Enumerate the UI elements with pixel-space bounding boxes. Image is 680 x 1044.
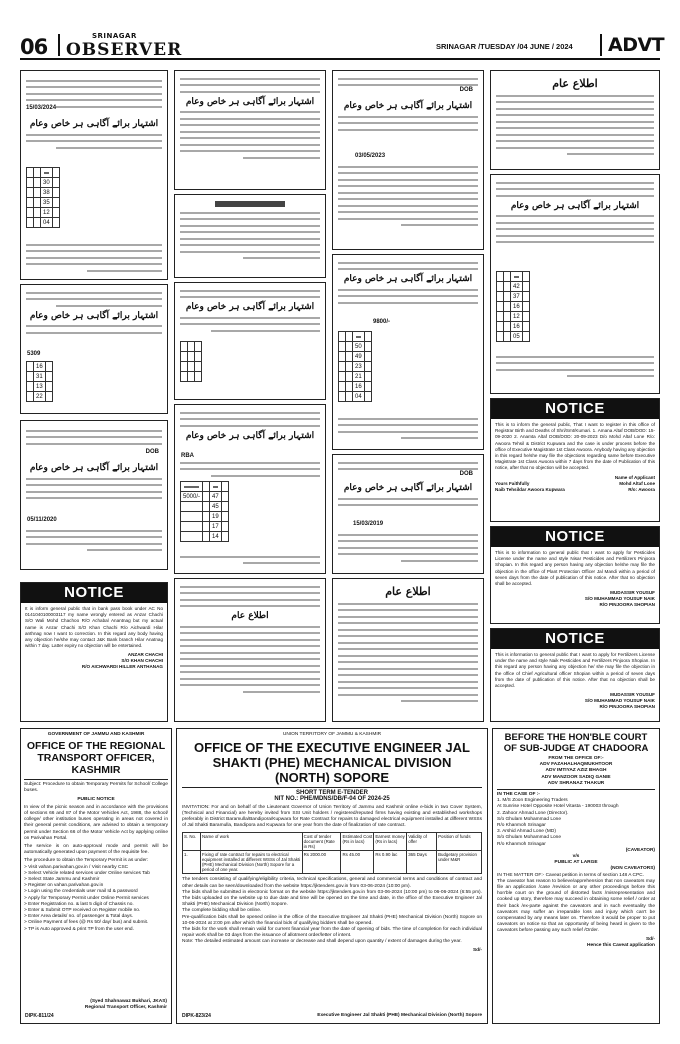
notice-body: It is inform general public that in bank pass book under AC No 0141040100003117 my name wrongly entered as Anzar Chachi S/O Wali Mohd Chachoo R/O Achabal Anantnag but my actual name is Anzar Chachi S/O Khan Chachi R/o Aichwardi Hilar anthnag now I want to correction. In this regard any body having any objection he/she may contact J&K Bank branch Hilar Anatnag within 7 day. Latter expiry no objection will be entertained.	[25, 606, 163, 649]
table-cell: Fixing of rate contract for repairs to electrical equipment installed at different WSSs of Jal Shakti (PHE) Mechanical Division (North) Sopore for a period of one year.	[201, 852, 301, 873]
urdu-table: 50 49 23 21 16 04	[338, 331, 372, 402]
urdu-table	[180, 341, 202, 382]
ad-title: اشتہار برائے آگاہی ہر خاص وعام	[343, 483, 473, 493]
list-item: S/o Ghulam Mohammad Lone	[497, 816, 561, 822]
urdu-ad-col2-top	[174, 70, 326, 190]
list-item: > Select State Jammu and Kashmir	[24, 877, 100, 883]
public-notice-title: PUBLIC NOTICE	[77, 796, 115, 802]
ad-title: اشتہار برائے آگاہی ہر خاص وعام	[510, 200, 640, 211]
age-cell: 37	[511, 292, 523, 302]
procedure-intro: The procedure to obtain the Temporary Permit is as under:	[24, 858, 149, 864]
amount-label: 5309	[27, 351, 41, 357]
age-cell: 42	[511, 282, 523, 292]
notice-body: This is to inform the general public, That I want to register in this office of Registrar Birth and Deaths of Shri/Smt/Kumari. 1. Amana Altaf DOB/DOD: 15-09-2020 2. Anamta Altaf DOB/DOD: 20-09-2023 D/o Mohd Altaf Lone R/o: Awoora Tehsil & District Kupwara and the case is under process before the office of Executive Magistrate 1st Class Awoora. Anybody having any objection in this regard he/she may file the objections regarding same before Executive Magistrate 1st Class Awoora within 7 days from the date of Publication of this notice, after that no objection will be accepted.	[495, 422, 655, 471]
tender-type: SHORT TERM E-TENDER	[296, 790, 368, 797]
urdu-table: 30 38 35 12 04	[26, 167, 60, 228]
advocate-list	[497, 762, 655, 787]
urdu-text-block	[26, 75, 162, 108]
list-item: 3. Arshid Ahmad Lone (MD)	[497, 829, 556, 835]
urdu-ad-col3-c	[332, 454, 484, 574]
list-item: R/o Khanmoh Srinagar	[497, 841, 546, 847]
para-2: The service is on auto-approval mode and permit will be automatically generated upon payment of the requisite fee.	[24, 844, 168, 856]
rba-notice	[174, 404, 326, 574]
page-number: 06	[20, 35, 48, 59]
urdu-ad-col3-top	[332, 70, 484, 250]
notice-r1	[490, 398, 660, 522]
urdu-ad-col1-top	[20, 70, 168, 280]
ad-title: اشتہار برائے آگاہی ہر خاص وعام	[185, 96, 315, 107]
divider	[58, 34, 60, 56]
col-header: Estimated Cost (Rs in lacs)	[341, 833, 374, 851]
gov-label: GOVERNMENT OF JAMMU AND KASHMIR	[47, 732, 145, 737]
para-3: The complete bidding shall be online.	[182, 908, 262, 914]
list-item: At Sunrise Hotel Opposite Hotel Vitasta - 190003 through	[497, 804, 619, 810]
brand-city: SRINAGAR	[92, 32, 137, 40]
list-item: S/o Ghulam Mohammad Lone	[497, 835, 561, 841]
office-title: OFFICE OF THE REGIONAL TRANSPORT OFFICER, KASHMIR	[26, 740, 166, 777]
closing: Yours Faithfully	[495, 480, 530, 486]
age-cell: 12	[511, 312, 523, 322]
signatory-parent: S/O MUHAMMAD YOUSUF NAIK	[584, 698, 655, 704]
signatory-address: R/O PINJOORA SHOPIAN	[599, 602, 655, 608]
urdu-table	[496, 271, 530, 342]
list-item: > Register on vahan.parivahan.gov.in	[24, 883, 104, 889]
age-cell: 05	[511, 332, 523, 342]
case-label: IN THE CASE OF :-	[497, 792, 540, 798]
para-1: In view of the picnic season and in accordance with the provisions of sections 66 and 87 of the Motor Vehicles Act, 1988, the school/ college/ other institution buses operating in areas not covered in their general permit conditions, are advised to obtain a temporary permit under Section 66 of the Motor Vehicle Act by applying online on Parivahan Portal.	[24, 804, 168, 841]
signatory-title: Regional Transport Officer, Kashmir	[84, 1004, 167, 1010]
date-label: 15/03/2024	[26, 105, 57, 111]
list-item: > Apply for Temporary Permit under Online Permit services	[24, 895, 149, 901]
invitation: INVITATION: For and on behalf of the Lieutenant Governor of Union Territory of Jammu and Kashmir online e-bids in two Cover System, (Technical and Financial) are hereby invited from SSI Unit holders / registered/reputed firms having existing and established workshops preferably in District Baramulla/Bandipora/Kupwara for Rate Contract for repairs to damaged electrical equipment installed at different WSSs of Jal Shakti Baramulla, Bandipora and Kupwara for one year from the date of finalization of rate contract.	[182, 804, 482, 829]
notice-heading: NOTICE	[491, 399, 659, 419]
signatory-name: (Syed Shahnawaz Bukhari, JKAS)	[90, 998, 167, 1004]
rto-ad	[20, 728, 172, 1024]
court-title: BEFORE THE HON'BLE COURT OF SUB-JUDGE AT CHADOORA	[503, 732, 649, 754]
table-cell: Rs 45.00	[341, 851, 374, 874]
col-header: Earnest money (Rs in lacs)	[374, 833, 407, 851]
urdu-ad-col2-c	[174, 282, 326, 400]
urdu-table: 16 31 13 22	[26, 361, 53, 402]
col-header: Position of funds	[437, 833, 482, 851]
table-cell: 365 Days	[407, 851, 437, 874]
list-item: > Login using the credentials user mail Id & password	[24, 889, 138, 895]
para-1: The tenders consisting of qualifying/eligibility criteria, technical specifications, general and commercial terms and conditions of contract and other details can be seen/downloaded from the website https://jktenders.gov.in from 03-06-2024 (10:00 pm).	[182, 877, 482, 889]
urdu-ad-col3-d	[332, 578, 484, 722]
signature-block	[85, 999, 167, 1011]
list-item: ADV MANZOOR SADIQ GANIE	[541, 774, 611, 780]
col-header: Cost of tender document (Rate in Rs)	[302, 833, 341, 851]
caveat-body: The caveator has reason to believe/apprehension that non caveators may file an application /case /revision or any other proceedings before this hon'ble court on the ground of distorted facts /misrepresentation and cooked up story, therefore may succeed in obtaining some relief / order at their back /ex-parte against the caveators and in such eventuality the caveators may suffer an irreparable loss and injury which can't be compensated by any means later on. Therefore it would be proper to put caveators on notice so that an opportunity of being heard is given to the caveators before passing any such relief /Order.	[497, 878, 655, 934]
applicant-label: Name of Applicant	[614, 474, 655, 480]
tender-table	[182, 832, 482, 874]
notice-body: This is information to general public that I want to apply for Fertilizers License under the name and style Naik Pesticides and Fertilizers Pinjoora Shopian. In this regard any person having any objection he/ she may file the objection in the office of Chief Agricultural officer Shopian within a period of seven days from the date of publication of this notice. After that no objection shall be accepted.	[495, 652, 655, 689]
notice-r3	[490, 628, 660, 722]
ad-title: اشتہار برائے آگاہی ہر خاص وعام	[29, 119, 159, 129]
col-header: Validity of offer	[407, 833, 437, 851]
urdu-ad-col4-b	[490, 174, 660, 394]
signatory-name: MUDASSIR YOUSUF	[610, 590, 655, 596]
matter: IN THE MATTER OF:- Caveat petition in terms of section 148 A CPC.	[497, 872, 644, 878]
dipk-code: DIPK-811/24	[25, 1013, 54, 1019]
from-label: FROM THE OFFICE OF:-	[548, 756, 604, 761]
age-cell: 14	[210, 532, 222, 542]
rba-label: RBA	[181, 453, 194, 459]
urdu-ad-col4-top	[490, 70, 660, 170]
dob-label: DOB	[145, 449, 159, 455]
section-label: ADVT	[608, 34, 665, 56]
sign: Sd/-	[472, 947, 482, 953]
age-cell: 45	[210, 502, 222, 512]
applicant-address: R/o: Awoora	[628, 486, 655, 492]
divider	[600, 34, 602, 56]
ad-title: اشتہار برائے آگاہی ہر خاص وعام	[29, 310, 159, 321]
brand-logo	[66, 32, 182, 60]
date-label: 03/05/2023	[355, 153, 386, 159]
office-title: OFFICE OF THE EXECUTIVE ENGINEER JAL SHAKTI (PHE) MECHANICAL DIVISION (NORTH) SOPORE	[194, 740, 470, 786]
notice-r2	[490, 526, 660, 624]
masthead	[20, 32, 665, 60]
ad-title: اشتہار برائے آگاہی ہر خاص وعام	[343, 101, 473, 111]
col-header: Name of work	[200, 833, 302, 851]
brand-name: OBSERVER	[66, 40, 183, 60]
date-label: 05/11/2020	[27, 517, 57, 523]
list-item: 1. M/S Zoon Engineering Traders	[497, 798, 568, 804]
ad-title: اطلاع عام	[231, 611, 269, 621]
phe-tender-ad	[176, 728, 488, 1024]
notice-heading: NOTICE	[21, 583, 167, 603]
table-cell: Rs 2000.00	[302, 851, 341, 874]
subject: Subject: Procedure to obtain Temporary Permits for School/ College buses.	[24, 782, 168, 794]
dateline: SRINAGAR /TUESDAY /04 JUNE / 2024	[436, 42, 573, 51]
signatory-name: ANZAR CHACHI	[127, 652, 163, 658]
noncaveators-label: (NON CAVEATORS)	[610, 866, 655, 872]
notice-heading: NOTICE	[491, 527, 659, 547]
list-item: R/o Khanmoh Srinagar	[497, 823, 546, 829]
list-item: ADV SHRANAZ THAKUR	[547, 780, 605, 786]
ad-title: اشتہار برائے آگاہی ہر خاص وعام	[185, 302, 315, 312]
dob-label: DOB	[459, 87, 473, 93]
age-cell: 19	[210, 512, 222, 522]
list-item: > Visit vahan.parivahan.gov.in / Visit nearby CSC	[24, 864, 129, 870]
public-label: PUBLIC AT LARGE	[554, 860, 598, 866]
court-caveat-ad	[492, 728, 660, 1024]
note: Note: The detailed estimated amount can increase or decrease and shall depend upon quantity / extent of damages during the year.	[182, 939, 462, 945]
signatory-address: R/O PINJOORA SHOPIAN	[599, 704, 655, 710]
signatory-parent: S/O KHAN CHACHI	[121, 658, 163, 664]
list-item: ADV IMTIYAZ AZIZ BHAGH	[545, 768, 607, 774]
list-item: > Enter & Submit OTP received on Register mobile no.	[24, 908, 141, 914]
age-cell: 16	[511, 322, 523, 332]
signatory-name: MUDASSIR YOUSUF	[610, 692, 655, 698]
signatory-title: Executive Engineer Jal Shakti (PHE) Mechanical Division (North) Sopore	[317, 1012, 482, 1018]
urdu-ad-col3-b	[332, 254, 484, 450]
signatory-parent: S/O MUHAMMAD YOUSUF NAIK	[584, 596, 655, 602]
urdu-ad-col1-mid	[20, 284, 168, 414]
list-item: > Select Vehicle related services under Online services Tab	[24, 870, 150, 876]
para-4: Pre-qualification bids shall be opened online in the office of the Executive Engineer Jal Shakti (PHE) Mechanical Division (North) Sopore on 10-06-2024 at 2:00 pm after which the financial bids of qualifying bidders shall be opened.	[182, 914, 482, 926]
amount-cell: 5000/-	[181, 492, 203, 502]
nit-number: NIT NO.: PHE/MDNS/DB/F-04 OF 2024-25	[274, 796, 390, 803]
urdu-ad-col2-e	[174, 578, 326, 722]
age-cell: 16	[511, 302, 523, 312]
ad-title: اشتہار برائے آگاہی ہر خاص وعام	[185, 430, 315, 441]
rba-table	[180, 481, 229, 542]
list-item: 2. Zahoor Ahmad Lone (Director).	[497, 810, 569, 816]
age-cell: 47	[210, 492, 222, 502]
sign: Sd/-	[645, 936, 655, 942]
age-cell: 17	[210, 522, 222, 532]
date-label: 15/03/2019	[353, 521, 384, 527]
para-2: The bids shall be submitted in electronic format on the website https://jktenders.gov.in from 03-06-2024 (10:00 pm) to 06-06-2024 (6:55 pm). The bids uploaded on the website up to due date and time will be opened on the time and date, in the office of the Executive Engineer Jal Shakti (PHE) Mechanical Division (North) Sopore.	[182, 889, 482, 908]
col-header: S. No.	[183, 833, 201, 851]
step-list	[24, 865, 168, 933]
list-item: > Online Payment of fees (@ Rs 50/ day/ bus) and submit.	[24, 920, 149, 926]
dob-label: DOB	[459, 471, 473, 477]
ad-title: اطلاع عام	[385, 585, 431, 598]
party-list	[497, 798, 655, 848]
list-item: > Enter Area details/ no. of passenger & Total days.	[24, 914, 134, 920]
official-title: Naib Tehsildar Awoora Kupwara	[495, 486, 565, 492]
caveator-label: (CAVEATOR)	[625, 847, 655, 853]
urdu-ad-col1-low	[20, 420, 168, 570]
sign-title: Hence this Caveat application	[587, 942, 655, 948]
para-5: The bids for the work shall remain valid for current financial year from the date of opening of bids. The time of completion for each individual repair work shall be 03 days from the issuance of allotment order/letter of intent.	[182, 927, 482, 939]
ad-title: اشتہار برائے آگاہی ہر خاص وعام	[29, 463, 159, 473]
list-item: > Enter Registration no. & last 5 digit of Chassis no.	[24, 901, 134, 907]
table-cell: 1.	[183, 851, 201, 874]
applicant-name: Mohd Altaf Lone	[619, 480, 655, 486]
dipk-code: DIPK-823/24	[182, 1013, 211, 1019]
notice-left	[20, 582, 168, 722]
list-item: ADV FAZAHALHAQMUKHTOOR	[539, 762, 613, 768]
notice-body: This is to information to general public that I want to apply for Pesticides License under the name and style Nisar Pesticides and Fertilizers Pinjoora Shopian. In this regard any person having any objection he/she may file the objection in the office of Plant Protection Officer Jal Mandi within a period of seven days from the date of publication of this notice. After that no objection shall be accepted.	[495, 550, 655, 587]
ut-label: UNION TERRITORY OF JAMMU & KASHMIR	[282, 732, 382, 737]
signatory-address: R/O AICHWARDI HILLER ANTHANAG	[81, 664, 163, 670]
ad-title: اطلاع عام	[552, 77, 598, 90]
table-cell: Budgetary provision under M&R	[437, 851, 482, 874]
versus-label: v/s	[572, 854, 580, 860]
urdu-ad-col2-b	[174, 194, 326, 278]
list-item: > TP is Auto approved & print TP from the user end.	[24, 926, 134, 932]
table-cell: Rs 0.90 lac	[374, 851, 407, 874]
notice-heading: NOTICE	[491, 629, 659, 649]
amount-label: 9800/-	[373, 319, 391, 325]
ad-title: اشتہار برائے آگاہی ہر خاص وعام	[343, 274, 473, 284]
